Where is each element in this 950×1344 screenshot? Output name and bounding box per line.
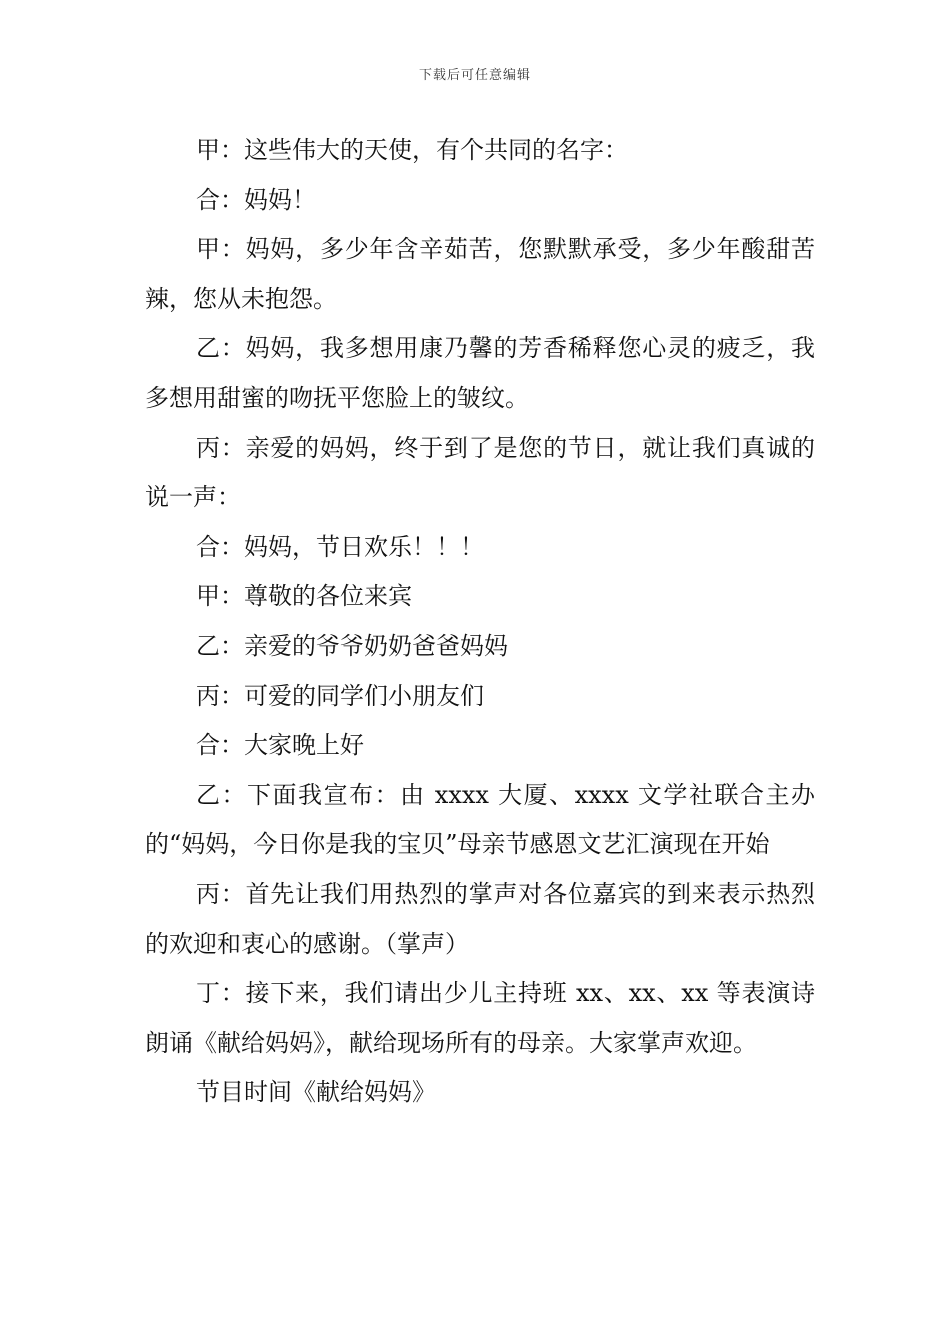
paragraph: 丙：亲爱的妈妈，终于到了是您的节日，就让我们真诚的说一声：: [145, 433, 815, 512]
paragraph: 合：大家晚上好: [196, 731, 364, 760]
paragraph: 甲：尊敬的各位来宾: [196, 582, 412, 611]
paragraph: 丁：接下来，我们请出少儿主持班 xx、xx、xx 等表演诗朗诵《献给妈妈》，献给现场所有的母亲。大家掌声欢迎。: [145, 979, 815, 1057]
paragraph: 合：妈妈！: [196, 185, 316, 214]
paragraph: 乙：妈妈，我多想用康乃馨的芳香稀释您心灵的疲乏，我多想用甜蜜的吻抚平您脸上的皱纹。: [145, 334, 815, 412]
paragraph: 乙：亲爱的爷爷奶奶爸爸妈妈: [196, 631, 508, 660]
page-header: 下载后可任意编辑: [418, 68, 531, 83]
document-body: [145, 126, 815, 1118]
paragraph: 丙：可爱的同学们小朋友们: [196, 681, 484, 710]
paragraph: 节目时间《献给妈妈》: [196, 1078, 436, 1107]
paragraph: 乙：下面我宣布：由 xxxx 大厦、xxxx 文学社联合主办的“妈妈，今日你是我的宝贝”母亲节感恩文艺汇演现在开始: [145, 780, 815, 859]
paragraph: 合：妈妈，节日欢乐！！！: [196, 532, 484, 561]
paragraph: 甲：妈妈，多少年含辛茹苦，您默默承受，多少年酸甜苦辣，您从未抱怨。: [145, 235, 815, 313]
paragraph: 甲：这些伟大的天使，有个共同的名字：: [196, 136, 628, 164]
paragraph: 丙：首先让我们用热烈的掌声对各位嘉宾的到来表示热烈的欢迎和衷心的感谢。（掌声）: [145, 879, 815, 958]
